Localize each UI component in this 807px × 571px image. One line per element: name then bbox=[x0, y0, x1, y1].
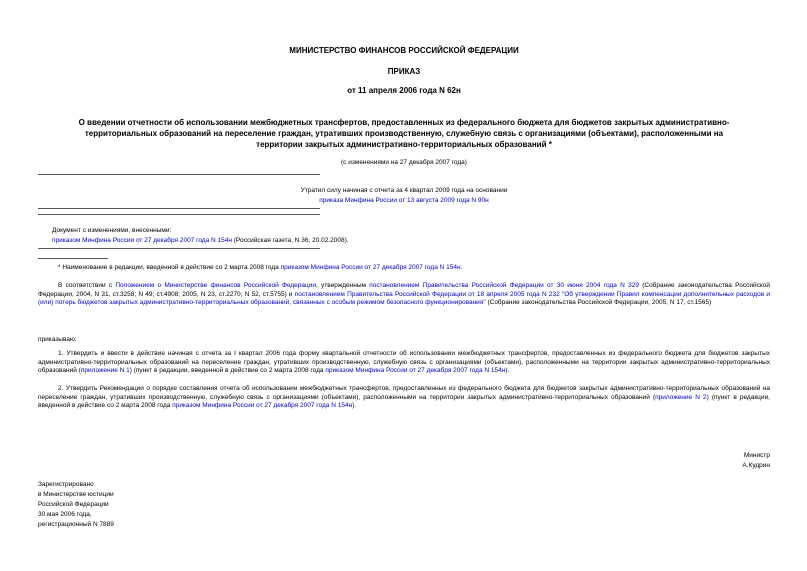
lost-force-note bbox=[258, 186, 550, 206]
registration-line: 30 мая 2006 года, bbox=[38, 511, 92, 518]
document-page bbox=[38, 0, 770, 571]
divider bbox=[38, 248, 320, 249]
amendments-link[interactable]: приказом Минфина России от 27 декабря 2007 года N 154н bbox=[52, 237, 232, 244]
basis-paragraph bbox=[38, 282, 770, 308]
ministry-heading: МИНИСТЕРСТВО ФИНАНСОВ РОССИЙСКОЙ ФЕДЕРАЦИИ bbox=[289, 46, 519, 55]
footnote-link[interactable]: приказом Минфина России от 27 декабря 2007 года N 154н bbox=[280, 264, 461, 271]
order-item-1 bbox=[38, 350, 770, 376]
item-text: ) (пункт в редакции, введенной в действие со 2 марта 2008 года bbox=[129, 367, 326, 374]
registration-line: в Министерстве юстиции bbox=[38, 491, 114, 498]
basis-link[interactable]: постановлением Правительства Российской Федерации от 18 апреля 2005 года N 232 "Об утверждении Правил компенсации дополнительных расходов и (или) потерь бюджетов закрытых административно-территориальных образований, связанных с особым режимом безопасного функционирования" bbox=[38, 290, 770, 306]
registration-line: Зарегистрировано bbox=[38, 481, 94, 488]
amendments-block bbox=[52, 226, 552, 246]
order-word: приказываю: bbox=[38, 336, 77, 343]
signer-role: Министр bbox=[743, 452, 770, 459]
basis-link[interactable]: постановлением Правительства Российской Федерации от 30 июня 2004 года N 329 bbox=[369, 282, 639, 289]
footnote-text: * Наименование в редакции, введенной в действие со 2 марта 2008 года bbox=[58, 264, 281, 271]
divider bbox=[38, 214, 320, 215]
registration-line: Российской Федерации bbox=[38, 501, 109, 508]
signer-name: А.Кудрин bbox=[742, 462, 770, 469]
footnote-divider bbox=[38, 258, 108, 259]
signature-block bbox=[742, 451, 770, 471]
basis-text: В соответствии с bbox=[58, 282, 116, 289]
item-text: ) (пункт в редакции, введенной в действие со 2 марта 2008 года bbox=[38, 393, 770, 409]
title-line: территориальных образований на переселение граждан, утративших производственную, служебную связь с организациями (объектами), расположенными на bbox=[84, 129, 724, 138]
item-text: ). bbox=[505, 367, 510, 374]
title-line: территории закрытых административно-территориальных образований * bbox=[256, 140, 552, 149]
footnote bbox=[38, 264, 770, 273]
registration-block bbox=[38, 480, 114, 530]
item-text: 1. Утвердить и ввести в действие начиная с отчета за I квартал 2006 года форму квартальной отчетности об использовании межбюджетных трансфертов, предоставленных из федерального бюджета для бюджетов закрытых административно-территориальных образований на переселение граждан, утративших производственную, служебную связь с организациями (объектами), расположенными на территории закрытых административно-территориальных образований ( bbox=[38, 350, 770, 374]
lost-force-text: Утратил силу начиная с отчета за 4 квартал 2009 года на основании bbox=[300, 187, 508, 194]
doc-date-number: от 11 апреля 2006 года N 62н bbox=[347, 86, 461, 95]
title-line: О введении отчетности об использовании межбюджетных трансфертов, предоставленных из федерального бюджета для бюджетов закрытых административно- bbox=[78, 118, 730, 127]
appendix-2-link[interactable]: приложение N 2 bbox=[655, 393, 707, 401]
registration-line: регистрационный N 7889 bbox=[38, 521, 114, 528]
item-2-amend-link[interactable]: приказом Минфина России от 27 декабря 2007 года N 154н bbox=[172, 402, 353, 409]
basis-link[interactable]: Положением о Министерстве финансов Российской Федерации bbox=[115, 282, 317, 289]
document-title bbox=[38, 117, 770, 150]
changes-note: (с изменениями на 27 декабря 2007 года) bbox=[341, 159, 467, 166]
footnote-end: . bbox=[460, 264, 463, 271]
item-text: 2. Утвердить Рекомендации о порядке составления отчета об использовании межбюджетных трансфертов, предоставленных из федерального бюджета для бюджетов закрытых административно-территориальных образований на переселение граждан, утративших производственную, служебную связь с организациями (объектами), расположенными на территории закрытых административно-территориальных образований ( bbox=[38, 385, 770, 401]
item-1-amend-link[interactable]: приказом Минфина России от 27 декабря 2007 года N 154н bbox=[325, 367, 506, 374]
order-item-2 bbox=[38, 385, 770, 411]
basis-text: , утвержденным bbox=[316, 282, 370, 289]
amendments-label: Документ с изменениями, внесенными: bbox=[52, 227, 172, 234]
lost-force-link[interactable]: приказа Минфина России от 13 августа 2009 года N 90н bbox=[319, 197, 489, 204]
amendments-source: (Российская газета, N 36, 20.02.2008). bbox=[231, 237, 349, 244]
basis-text: (Собрание законодательства Российской Федерации, 2004, N 31, ст.3258; N 49; ст.4908; 2005, N 23, ст.2270; N 52, ст.5755) и bbox=[38, 282, 770, 298]
amendments-line bbox=[52, 236, 552, 246]
divider bbox=[38, 208, 320, 209]
doc-type-heading: ПРИКАЗ bbox=[387, 67, 421, 76]
basis-text: (Собрание законодательства Российской Федерации, 2005, N 17, ст.1565) bbox=[485, 299, 712, 306]
item-text: ). bbox=[352, 402, 357, 409]
appendix-1-link[interactable]: приложение N 1 bbox=[80, 367, 130, 374]
divider bbox=[38, 174, 320, 175]
